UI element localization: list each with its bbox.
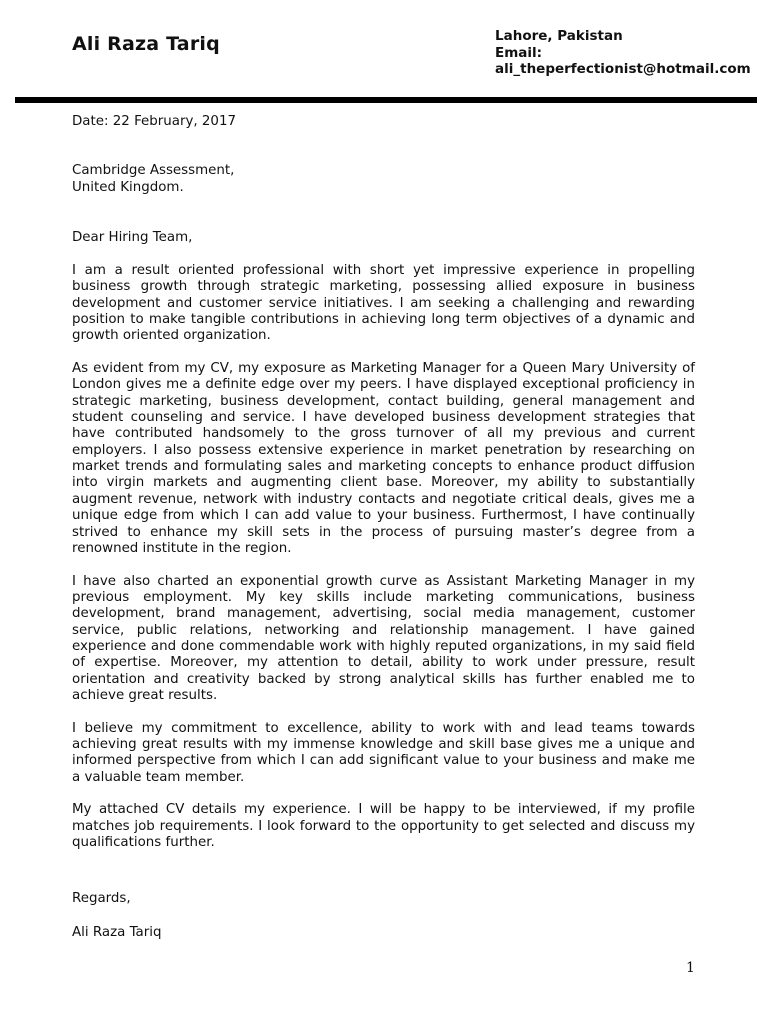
letter-date: Date: 22 February, 2017 bbox=[72, 114, 236, 129]
recipient-address bbox=[72, 163, 234, 196]
sender-name: Ali Raza Tariq bbox=[72, 33, 220, 55]
sender-contact bbox=[495, 28, 757, 78]
sender-email: ali_theperfectionist@hotmail.com bbox=[495, 61, 751, 77]
body-paragraph: I have also charted an exponential growth curve as Assistant Marketing Manager in my previous employment. My key skills include marketing communications, business development, brand management, advertising, social media management, customer service, public relations, networking and relationship management. I have gained experience and done commendable work with highly reputed organizations, in my said field of expertise. Moreover, my attention to detail, ability to work under pressure, result orientation and creativity backed by strong analytical skills has further enabled me to achieve great results. bbox=[72, 573, 695, 703]
body-paragraph: As evident from my CV, my exposure as Marketing Manager for a Queen Mary University of London gives me a definite edge over my peers. I have displayed exceptional proficiency in strategic marketing, business development, contact building, general management and student counseling and service. I have developed business development strategies that have contributed handsomely to the gross turnover of all my previous and current employers. I also possess extensive experience in market penetration by researching on market trends and formulating sales and marketing concepts to enhance product diffusion into virgin markets and augmenting client base. Moreover, my ability to substantially augment revenue, network with industry contacts and negotiate critical deals, gives me a unique edge from which I can add value to your business. Furthermost, I have continually strived to enhance my skill sets in the process of pursuing master’s degree from a renowned institute in the region. bbox=[72, 361, 695, 556]
body-paragraph: My attached CV details my experience. I will be happy to be interviewed, if my profile matches job requirements. I look forward to the opportunity to get selected and discuss my qualifications further. bbox=[72, 802, 695, 851]
signature-name: Ali Raza Tariq bbox=[72, 925, 162, 940]
recipient-line: United Kingdom. bbox=[72, 179, 184, 195]
email-label: Email: bbox=[495, 44, 543, 61]
recipient-line: Cambridge Assessment, bbox=[72, 163, 235, 178]
header-divider bbox=[15, 97, 757, 103]
body-paragraph: I am a result oriented professional with short yet impressive experience in propelling business growth through strategic marketing, possessing allied exposure in business development and customer service initiatives. I am seeking a challenging and rewarding position to make tangible contributions in achieving long term objectives of a dynamic and growth oriented organization. bbox=[72, 263, 695, 344]
closing: Regards, bbox=[72, 891, 131, 906]
letter-body bbox=[72, 263, 695, 868]
salutation: Dear Hiring Team, bbox=[72, 230, 193, 245]
page-number: 1 bbox=[686, 960, 695, 976]
body-paragraph: I believe my commitment to excellence, ability to work with and lead teams towards achieving great results with my immense knowledge and skill base gives me a unique and informed perspective from which I can add significant value to your business and make me a valuable team member. bbox=[72, 720, 695, 785]
sender-location: Lahore, Pakistan bbox=[495, 28, 623, 44]
